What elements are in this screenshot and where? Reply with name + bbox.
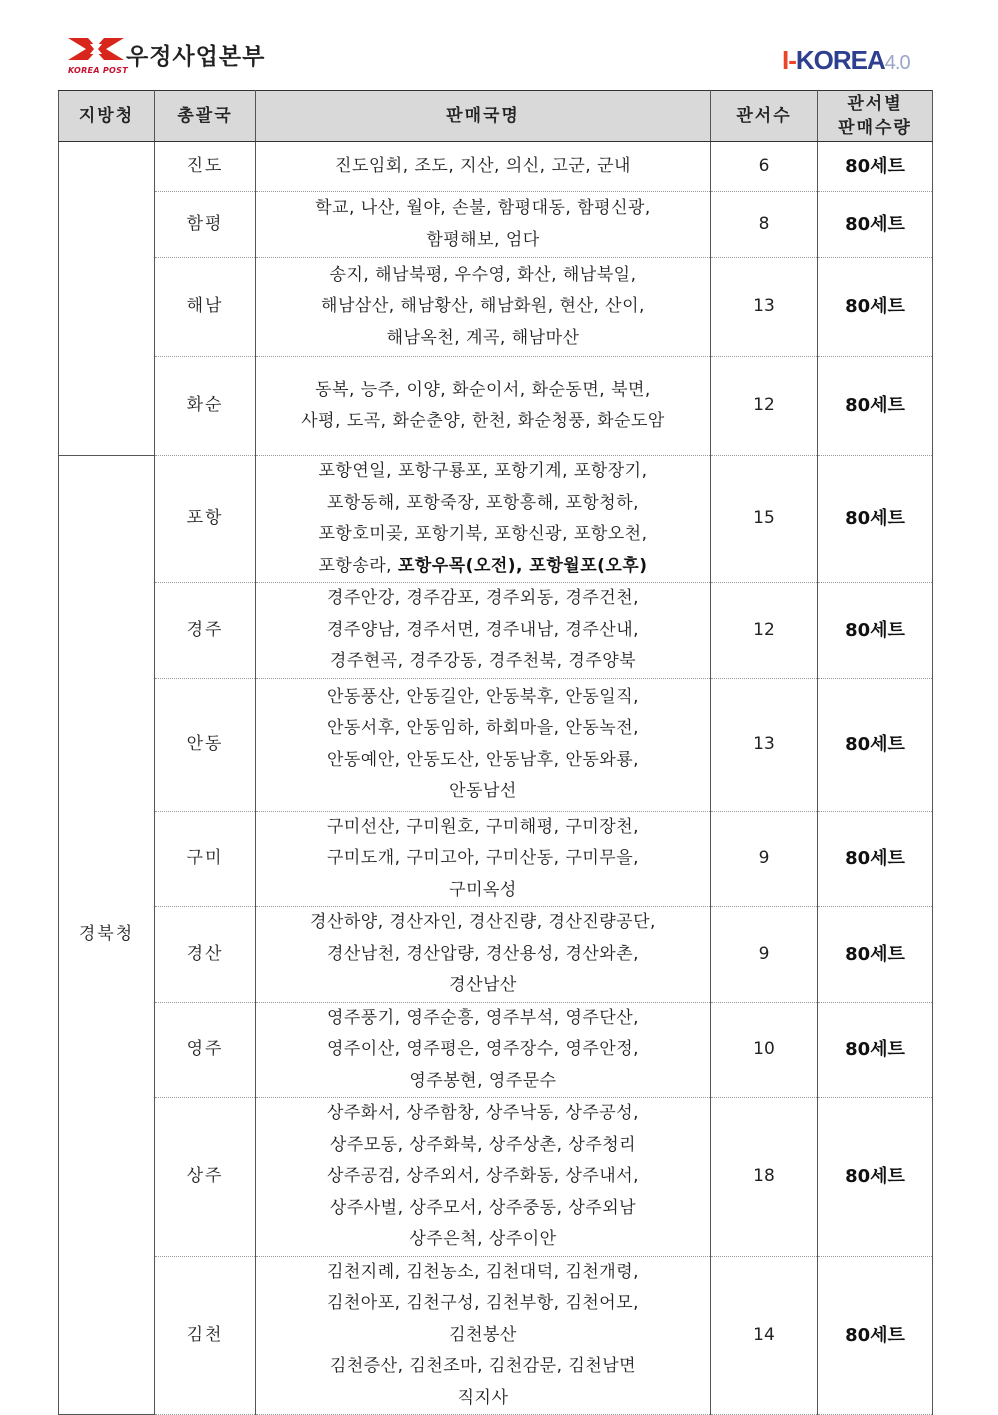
office-names-line: 경주안강, 경주감포, 경주외동, 경주건천, (326, 588, 640, 608)
office-names-line: 안동풍산, 안동길안, 안동북후, 안동일직, (326, 686, 640, 707)
hq-cell: 경산 (155, 907, 256, 1003)
col-qty-line1: 관서별 (847, 94, 903, 114)
office-names-line: 경주양남, 경주서면, 경주내남, 경주산내, (326, 619, 640, 640)
office-names-cell (256, 192, 711, 258)
office-names-line: 상주사벌, 상주모서, 상주중동, 상주외남 (329, 1197, 637, 1218)
office-count-cell: 9 (711, 811, 818, 907)
office-names-line: 김천아포, 김천구성, 김천부항, 김천어모, (326, 1293, 640, 1313)
table-row (59, 456, 933, 583)
office-names-line: 상주모동, 상주화북, 상주상촌, 상주청리 (329, 1134, 637, 1155)
sales-qty-cell: 80세트 (818, 142, 933, 192)
office-names-line: 해남옥천, 계곡, 해남마산 (386, 327, 580, 348)
office-names-plain: 포항송라, (318, 555, 398, 576)
col-count: 관서수 (711, 91, 818, 142)
table-row (59, 678, 933, 811)
hq-cell: 영주 (155, 1002, 256, 1098)
sales-qty-cell: 80세트 (818, 1256, 933, 1415)
office-names-line: 사평, 도곡, 화순춘양, 한천, 화순청풍, 화순도암 (301, 411, 665, 431)
office-names-line: 상주공검, 상주외서, 상주화동, 상주내서, (326, 1166, 640, 1186)
page-header (0, 0, 998, 90)
table-row (59, 583, 933, 679)
hq-cell: 함평 (155, 192, 256, 258)
office-count-cell: 6 (711, 142, 818, 192)
logo-main: KOREA (795, 45, 885, 75)
office-count-cell: 9 (711, 907, 818, 1003)
sales-qty-cell: 80세트 (818, 583, 933, 679)
table-row (59, 1256, 933, 1415)
sales-qty-cell: 80세트 (818, 907, 933, 1003)
office-count-cell: 14 (711, 1256, 818, 1415)
office-count-cell: 15 (711, 456, 818, 583)
table-row (59, 258, 933, 357)
office-names-cell (256, 142, 711, 192)
hq-cell: 포항 (155, 456, 256, 583)
table-row (59, 811, 933, 907)
col-hq: 총괄국 (155, 91, 256, 142)
table-header-row (59, 91, 933, 142)
logo-prefix: I- (782, 45, 796, 75)
office-names-line: 김천증산, 김천조마, 김천감문, 김천남면 (329, 1356, 637, 1376)
office-names-line: 영주풍기, 영주순흥, 영주부석, 영주단산, (326, 1007, 640, 1028)
office-names-cell (256, 811, 711, 907)
office-names-line: 함평해보, 엄다 (426, 229, 540, 250)
korea-post-emblem-icon (68, 34, 124, 64)
office-names-line: 구미선산, 구미원호, 구미해평, 구미장천, (326, 816, 640, 837)
sales-qty-cell: 80세트 (818, 456, 933, 583)
office-names-line: 경산하양, 경산자인, 경산진량, 경산진량공단, (310, 912, 656, 932)
table-row (59, 142, 933, 192)
office-names-line: 경산남천, 경산압량, 경산용성, 경산와촌, (326, 943, 640, 964)
office-names-line: 김천봉산 (449, 1324, 517, 1345)
hq-cell: 진도 (155, 142, 256, 192)
office-names-line: 안동예안, 안동도산, 안동남후, 안동와룡, (326, 749, 640, 770)
office-names-line: 안동남선 (449, 781, 517, 801)
office-names-line: 구미도개, 구미고아, 구미산동, 구미무을, (326, 848, 640, 868)
col-qty-line2: 판매수량 (838, 118, 912, 138)
hq-cell: 안동 (155, 678, 256, 811)
office-count-cell: 13 (711, 678, 818, 811)
office-names-line: 포항연일, 포항구룡포, 포항기계, 포항장기, (318, 461, 648, 481)
office-names-line: 상주은척, 상주이안 (409, 1229, 557, 1249)
sales-qty-cell: 80세트 (818, 1002, 933, 1098)
sales-qty-cell: 80세트 (818, 357, 933, 456)
hq-cell: 해남 (155, 258, 256, 357)
sales-table (58, 90, 933, 1415)
office-names-line: 김천지례, 김천농소, 김천대덕, 김천개령, (326, 1261, 640, 1282)
logo-version: 4.0 (884, 52, 910, 74)
i-korea-logo (782, 45, 910, 76)
hq-cell: 구미 (155, 811, 256, 907)
office-names-cell (256, 1256, 711, 1415)
office-names-cell (256, 678, 711, 811)
hq-cell: 김천 (155, 1256, 256, 1415)
hq-cell: 경주 (155, 583, 256, 679)
region-cell: 경북청 (59, 456, 155, 1415)
table-row (59, 192, 933, 258)
office-names-cell (256, 357, 711, 456)
office-names-line: 상주화서, 상주함창, 상주낙동, 상주공성, (326, 1103, 640, 1123)
org-sub-name: KOREA POST (68, 66, 128, 75)
col-qty (818, 91, 933, 142)
sales-qty-cell: 80세트 (818, 811, 933, 907)
office-count-cell: 13 (711, 258, 818, 357)
office-names-line: 진도임회, 조도, 지산, 의신, 고군, 군내 (335, 155, 631, 176)
office-names-line: 동복, 능주, 이양, 화순이서, 화순동면, 북면, (315, 379, 651, 400)
table-row (59, 1098, 933, 1257)
korea-post-logo (68, 34, 288, 78)
office-count-cell: 12 (711, 583, 818, 679)
sales-qty-cell: 80세트 (818, 192, 933, 258)
office-names-line: 학교, 나산, 월야, 손불, 함평대동, 함평신광, (315, 198, 651, 218)
hq-cell: 상주 (155, 1098, 256, 1257)
office-names-cell (256, 456, 711, 583)
sales-qty-cell: 80세트 (818, 1098, 933, 1257)
office-names-cell (256, 258, 711, 357)
hq-cell: 화순 (155, 357, 256, 456)
office-names-line: 경주현곡, 경주강동, 경주천북, 경주양북 (329, 651, 637, 671)
office-names-line: 포항동해, 포항죽장, 포항흥해, 포항청하, (326, 492, 640, 513)
office-names-cell (256, 907, 711, 1003)
office-names-line: 영주봉현, 영주문수 (409, 1070, 557, 1091)
office-count-cell: 18 (711, 1098, 818, 1257)
office-names-line: 송지, 해남북평, 우수영, 화산, 해남북일, (329, 264, 637, 285)
table-row (59, 357, 933, 456)
office-count-cell: 10 (711, 1002, 818, 1098)
col-region: 지방청 (59, 91, 155, 142)
office-names-line: 구미옥성 (449, 879, 517, 900)
office-names-line: 직지사 (457, 1387, 509, 1408)
office-names-cell (256, 1002, 711, 1098)
office-count-cell: 12 (711, 357, 818, 456)
table-row (59, 1002, 933, 1098)
sales-qty-cell: 80세트 (818, 258, 933, 357)
office-count-cell: 8 (711, 192, 818, 258)
org-name: 우정사업본부 (126, 44, 266, 70)
region-cell (59, 142, 155, 456)
office-names-cell (256, 583, 711, 679)
office-names-line: 해남삼산, 해남황산, 해남화원, 현산, 산이, (321, 296, 645, 317)
office-names-cell (256, 1098, 711, 1257)
office-names-bold: 포항우목(오전), 포항월포(오후) (397, 555, 648, 576)
office-names-line: 경산남산 (449, 975, 517, 995)
office-names-line: 안동서후, 안동임하, 하회마을, 안동녹전, (326, 718, 640, 738)
table-row (59, 907, 933, 1003)
col-offices: 판매국명 (256, 91, 711, 142)
office-names-line (256, 551, 710, 583)
office-names-line: 포항호미곶, 포항기북, 포항신광, 포항오천, (318, 524, 648, 544)
office-names-line: 영주이산, 영주평은, 영주장수, 영주안정, (326, 1039, 640, 1059)
sales-qty-cell: 80세트 (818, 678, 933, 811)
